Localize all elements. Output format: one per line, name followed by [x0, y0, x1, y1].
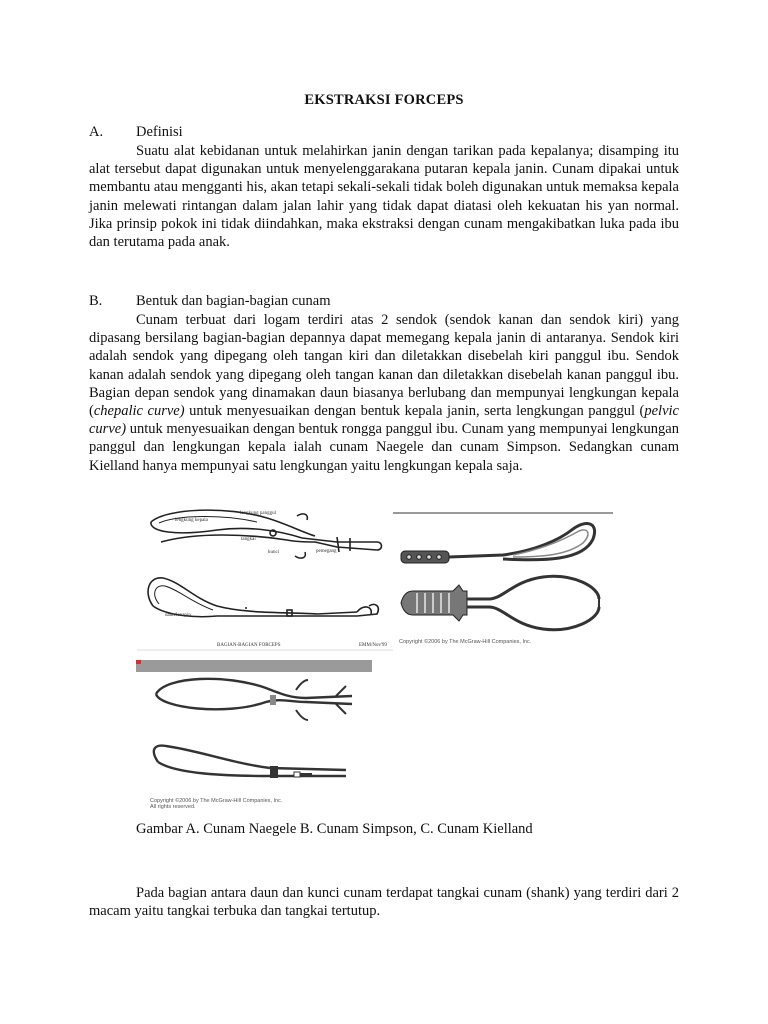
section-b-title: Bentuk dan bagian-bagian cunam [136, 293, 331, 309]
closing-paragraph: Pada bagian antara daun dan kunci cunam terdapat tangkai cunam (shank) yang terdiri dari 2 macam yaitu tangkai terbuka dan tangkai tertutup. [89, 885, 679, 920]
label-daun: daun/lenapin [165, 613, 191, 618]
section-a-title: Definisi [136, 124, 183, 140]
copyright-kielland-line2: All rights reserved. [150, 804, 196, 810]
section-a-letter: A. [89, 124, 104, 140]
section-b-text-1: Cunam terbuat dari logam terdiri atas 2 sendok (sendok kanan dan sendok kiri) yang dipasang bersilang bagian-bagian depannya dapat memegang kepala janin di antaranya. Sendok kiri adalah sendok yang dipegang oleh tangan kiri dan diletakkan disebelah kiri panggul ibu. Sendok kanan adalah sendok yang dipegang oleh tangan kanan dan diletakkan disebelah kanan panggul ibu. Bagian depan sendok yang dinamakan daun biasanya berlubang dan mempunyai lengkungan kepala ( [89, 312, 679, 420]
figure-simpson [393, 511, 613, 651]
section-b-letter: B. [89, 293, 103, 309]
section-b-body [89, 311, 679, 475]
kielland-forceps-drawing [136, 660, 372, 810]
copyright-kielland [150, 798, 350, 810]
section-b-text-3: untuk menyesuaikan dengan bentuk rongga panggul ibu. Cunam yang mempunyai lengkungan panggul dan lengkungan kepala ialah cunam Naegele dan cunam Simpson. Sedangkan cunam Kielland hanya mempunyai satu lengkungan yaitu lengkungan kepala saja. [89, 421, 679, 474]
section-b-heading [89, 293, 330, 310]
copyright-kielland-line1: Copyright ©2006 by The McGraw-Hill Companies, Inc. [150, 798, 283, 804]
figure-naegele [137, 502, 395, 652]
label-pemegang: pemegang [316, 549, 337, 554]
pelvic-curve-term: pelvic curve) [89, 403, 679, 438]
figure-kielland [136, 660, 372, 810]
copyright-simpson: Copyright ©2006 by The McGraw-Hill Companies, Inc. [399, 639, 532, 645]
section-a-heading [89, 124, 183, 141]
figure-caption: Gambar A. Cunam Naegele B. Cunam Simpson, C. Cunam Kielland [136, 821, 533, 837]
label-lengkung-kepala: lengkung kepala [175, 518, 208, 523]
label-tangkai: tangkai [241, 537, 256, 542]
section-a-body: Suatu alat kebidanan untuk melahirkan janin dengan tarikan pada kepalanya; disamping itu alat tersebut dapat digunakan untuk menyelenggarakana putaran kepala janin. Cunam dipakai untuk membantu atau mengganti his, akan tetapi sekali-sekali tidak boleh digunakan untuk memaksa kepala janin melewati rintangan dalam jalan lahir yang tidak dapat diatasi oleh kekuatan his yan normal. Jika prinsip pokok ini tidak diindahkan, maka ekstraksi dengan cunam mengakibatkan luka pada ibu dan terutama pada anak. [89, 143, 679, 251]
label-lengkung-panggul: lengkung panggul [240, 511, 276, 516]
section-b-text-2: untuk menyesuaikan dengan bentuk kepala janin, serta lengkungan panggul ( [184, 403, 645, 420]
naegele-forceps-drawing [137, 502, 395, 652]
page-title: EKSTRAKSI FORCEPS [304, 92, 464, 108]
label-figure-credit: EMM/Nov'99 [359, 643, 387, 648]
simpson-forceps-drawing [393, 511, 613, 651]
label-kunci: kunci [268, 550, 280, 555]
chepalic-curve-term: chepalic curve) [93, 403, 185, 420]
label-figure-caption: BAGIAN-BAGIAN FORCEPS [217, 643, 281, 648]
